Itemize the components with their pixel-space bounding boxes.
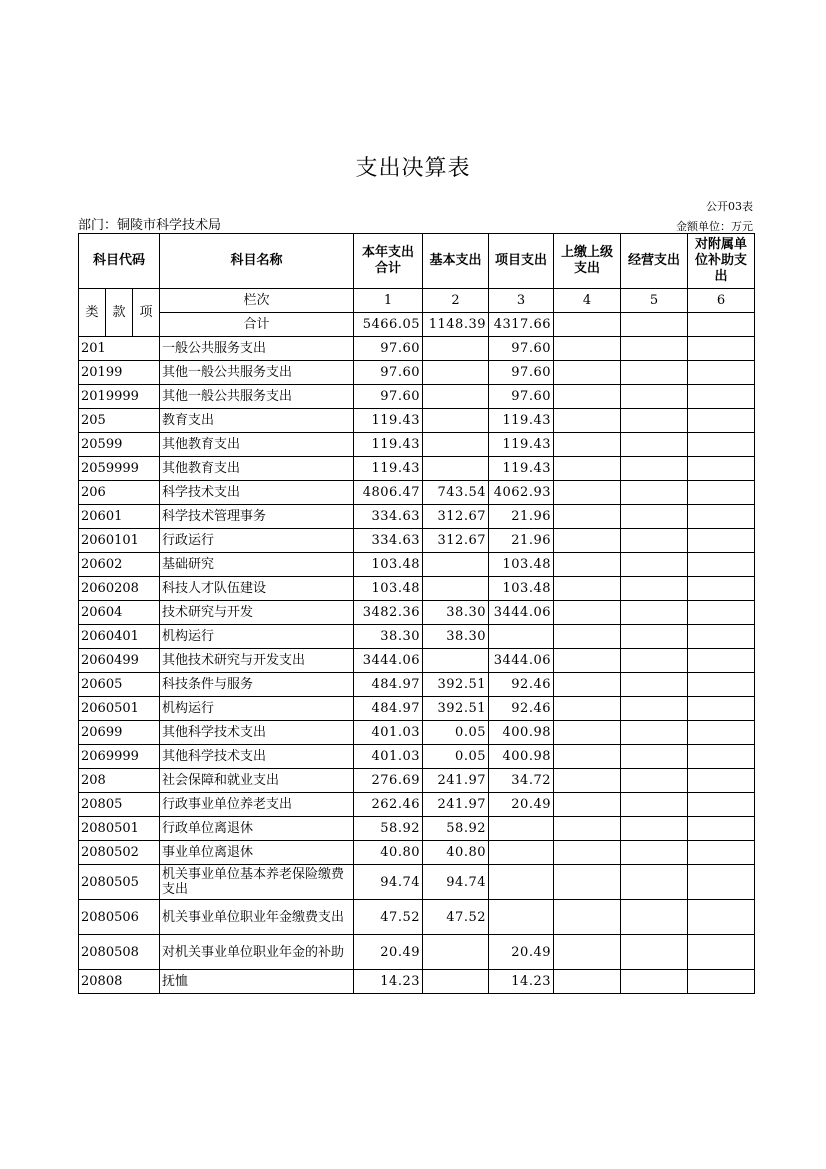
table-row [79, 337, 755, 361]
row-c2 [423, 649, 489, 673]
total-c2: 1148.39 [423, 313, 489, 337]
row-c4 [554, 865, 621, 900]
row-c3: 14.23 [489, 970, 554, 994]
row-code: 2080506 [79, 900, 160, 935]
row-c3: 97.60 [489, 361, 554, 385]
row-code: 20604 [79, 601, 160, 625]
row-name: 其他教育支出 [160, 433, 354, 457]
expenditure-table [78, 233, 755, 994]
row-c1: 103.48 [354, 553, 423, 577]
row-c2: 38.30 [423, 601, 489, 625]
header-col1: 本年支出合计 [354, 234, 423, 289]
row-c4 [554, 649, 621, 673]
row-c2 [423, 457, 489, 481]
row-c1: 103.48 [354, 577, 423, 601]
row-c6 [688, 409, 755, 433]
row-code: 20199 [79, 361, 160, 385]
row-c3: 119.43 [489, 457, 554, 481]
row-name: 科学技术支出 [160, 481, 354, 505]
row-c5 [621, 385, 688, 409]
row-c2: 743.54 [423, 481, 489, 505]
row-c6 [688, 841, 755, 865]
kuan-label: 款 [106, 289, 133, 337]
row-c5 [621, 673, 688, 697]
row-name: 科技人才队伍建设 [160, 577, 354, 601]
row-c4 [554, 900, 621, 935]
row-c1: 484.97 [354, 673, 423, 697]
row-name: 机构运行 [160, 625, 354, 649]
row-c4 [554, 745, 621, 769]
row-c4 [554, 361, 621, 385]
header-col5: 经营支出 [621, 234, 688, 289]
row-c1: 276.69 [354, 769, 423, 793]
table-row [79, 409, 755, 433]
row-name: 其他科学技术支出 [160, 721, 354, 745]
row-c4 [554, 970, 621, 994]
lanci-2: 2 [423, 289, 489, 313]
row-c2: 241.97 [423, 769, 489, 793]
row-c3: 119.43 [489, 433, 554, 457]
row-c4 [554, 337, 621, 361]
table-row [79, 481, 755, 505]
row-code: 2080501 [79, 817, 160, 841]
row-c4 [554, 457, 621, 481]
page-title: 支出决算表 [355, 156, 471, 181]
row-c2: 94.74 [423, 865, 489, 900]
row-c5 [621, 529, 688, 553]
table-row [79, 900, 755, 935]
row-c5 [621, 577, 688, 601]
row-name: 一般公共服务支出 [160, 337, 354, 361]
row-c4 [554, 935, 621, 970]
row-name: 行政运行 [160, 529, 354, 553]
row-code: 20601 [79, 505, 160, 529]
row-code: 20699 [79, 721, 160, 745]
row-c4 [554, 769, 621, 793]
row-name: 教育支出 [160, 409, 354, 433]
row-c1: 334.63 [354, 505, 423, 529]
row-c6 [688, 385, 755, 409]
row-c6 [688, 769, 755, 793]
row-name: 行政事业单位养老支出 [160, 793, 354, 817]
row-code: 2060401 [79, 625, 160, 649]
lanci-label: 栏次 [160, 289, 354, 313]
header-col3: 项目支出 [489, 234, 554, 289]
row-c3 [489, 841, 554, 865]
row-c6 [688, 697, 755, 721]
row-c5 [621, 457, 688, 481]
row-c3: 3444.06 [489, 601, 554, 625]
row-c6 [688, 433, 755, 457]
table-row [79, 935, 755, 970]
row-c6 [688, 673, 755, 697]
row-c5 [621, 697, 688, 721]
form-id: 公开03表 [706, 200, 753, 213]
table-row [79, 361, 755, 385]
row-c5 [621, 935, 688, 970]
table-row [79, 793, 755, 817]
lanci-6: 6 [688, 289, 755, 313]
row-c6 [688, 625, 755, 649]
row-c5 [621, 481, 688, 505]
row-c5 [621, 865, 688, 900]
table-row [79, 745, 755, 769]
unit-label: 金额单位：万元 [676, 220, 753, 233]
lanci-row [79, 289, 755, 313]
row-c3 [489, 625, 554, 649]
row-c1: 334.63 [354, 529, 423, 553]
table-row [79, 601, 755, 625]
row-code: 206 [79, 481, 160, 505]
table-row [79, 697, 755, 721]
row-name: 技术研究与开发 [160, 601, 354, 625]
row-c3: 34.72 [489, 769, 554, 793]
row-c3: 92.46 [489, 697, 554, 721]
row-c2: 47.52 [423, 900, 489, 935]
row-code: 20605 [79, 673, 160, 697]
row-c2: 392.51 [423, 697, 489, 721]
row-code: 20602 [79, 553, 160, 577]
row-code: 2019999 [79, 385, 160, 409]
table-row [79, 457, 755, 481]
row-c1: 58.92 [354, 817, 423, 841]
total-row [79, 313, 755, 337]
row-c3: 103.48 [489, 577, 554, 601]
lanci-1: 1 [354, 289, 423, 313]
row-c5 [621, 361, 688, 385]
row-c1: 262.46 [354, 793, 423, 817]
row-c3: 4062.93 [489, 481, 554, 505]
row-c6 [688, 457, 755, 481]
table-row [79, 649, 755, 673]
row-name: 科技条件与服务 [160, 673, 354, 697]
row-name: 机关事业单位基本养老保险缴费支出 [160, 865, 354, 900]
row-c3: 400.98 [489, 721, 554, 745]
row-c1: 38.30 [354, 625, 423, 649]
row-c5 [621, 817, 688, 841]
row-c6 [688, 865, 755, 900]
table-row [79, 553, 755, 577]
row-c5 [621, 900, 688, 935]
row-c5 [621, 433, 688, 457]
row-c1: 97.60 [354, 361, 423, 385]
row-c5 [621, 649, 688, 673]
row-code: 208 [79, 769, 160, 793]
row-c5 [621, 721, 688, 745]
row-c2: 40.80 [423, 841, 489, 865]
table-row [79, 577, 755, 601]
row-c4 [554, 817, 621, 841]
row-c1: 94.74 [354, 865, 423, 900]
row-c2: 0.05 [423, 745, 489, 769]
row-c1: 3444.06 [354, 649, 423, 673]
row-c2 [423, 337, 489, 361]
row-c2: 38.30 [423, 625, 489, 649]
row-c6 [688, 900, 755, 935]
row-c4 [554, 793, 621, 817]
department-label: 部门：铜陵市科学技术局 [78, 218, 222, 233]
row-c6 [688, 529, 755, 553]
row-c4 [554, 529, 621, 553]
row-c4 [554, 433, 621, 457]
row-c2: 241.97 [423, 793, 489, 817]
row-c3: 97.60 [489, 337, 554, 361]
row-c5 [621, 745, 688, 769]
row-code: 2060499 [79, 649, 160, 673]
row-c1: 14.23 [354, 970, 423, 994]
row-c2: 0.05 [423, 721, 489, 745]
row-c2 [423, 385, 489, 409]
header-col6: 对附属单位补助支出 [688, 234, 755, 289]
row-c6 [688, 577, 755, 601]
row-c4 [554, 841, 621, 865]
table-row [79, 841, 755, 865]
table-row [79, 625, 755, 649]
row-c5 [621, 337, 688, 361]
lanci-4: 4 [554, 289, 621, 313]
row-c2: 58.92 [423, 817, 489, 841]
row-c1: 401.03 [354, 721, 423, 745]
row-c4 [554, 409, 621, 433]
xiang-label: 项 [133, 289, 160, 337]
row-c1: 4806.47 [354, 481, 423, 505]
table-row [79, 970, 755, 994]
row-c3 [489, 865, 554, 900]
row-c1: 119.43 [354, 457, 423, 481]
table-row [79, 433, 755, 457]
row-c6 [688, 721, 755, 745]
row-c3: 400.98 [489, 745, 554, 769]
row-c1: 20.49 [354, 935, 423, 970]
row-c6 [688, 793, 755, 817]
row-c6 [688, 935, 755, 970]
row-c3: 103.48 [489, 553, 554, 577]
row-c3: 92.46 [489, 673, 554, 697]
row-c6 [688, 337, 755, 361]
row-c3: 97.60 [489, 385, 554, 409]
table-row [79, 505, 755, 529]
row-code: 2080508 [79, 935, 160, 970]
table-row [79, 385, 755, 409]
row-c6 [688, 553, 755, 577]
row-c4 [554, 505, 621, 529]
row-c2: 312.67 [423, 505, 489, 529]
row-code: 20805 [79, 793, 160, 817]
row-c5 [621, 505, 688, 529]
header-code: 科目代码 [79, 234, 160, 289]
row-c1: 119.43 [354, 409, 423, 433]
row-c4 [554, 697, 621, 721]
row-name: 机关事业单位职业年金缴费支出 [160, 900, 354, 935]
header-col4: 上缴上级支出 [554, 234, 621, 289]
row-c1: 3482.36 [354, 601, 423, 625]
table-row [79, 529, 755, 553]
row-c2 [423, 577, 489, 601]
row-c6 [688, 601, 755, 625]
row-c4 [554, 601, 621, 625]
row-code: 205 [79, 409, 160, 433]
row-name: 其他科学技术支出 [160, 745, 354, 769]
row-c2 [423, 361, 489, 385]
row-c6 [688, 481, 755, 505]
row-c6 [688, 745, 755, 769]
row-c3: 21.96 [489, 529, 554, 553]
row-c1: 401.03 [354, 745, 423, 769]
total-label: 合计 [160, 313, 354, 337]
row-name: 社会保障和就业支出 [160, 769, 354, 793]
row-c2: 392.51 [423, 673, 489, 697]
row-c4 [554, 385, 621, 409]
row-name: 其他教育支出 [160, 457, 354, 481]
row-code: 20808 [79, 970, 160, 994]
row-c5 [621, 769, 688, 793]
row-name: 基础研究 [160, 553, 354, 577]
total-c5 [621, 313, 688, 337]
row-code: 2059999 [79, 457, 160, 481]
total-c3: 4317.66 [489, 313, 554, 337]
row-c5 [621, 793, 688, 817]
table-row [79, 673, 755, 697]
row-c2: 312.67 [423, 529, 489, 553]
row-c6 [688, 970, 755, 994]
row-c5 [621, 601, 688, 625]
row-c3: 20.49 [489, 793, 554, 817]
row-name: 事业单位离退休 [160, 841, 354, 865]
row-c2 [423, 433, 489, 457]
row-code: 2080505 [79, 865, 160, 900]
row-c3 [489, 900, 554, 935]
row-c3: 20.49 [489, 935, 554, 970]
header-col2: 基本支出 [423, 234, 489, 289]
row-c4 [554, 553, 621, 577]
row-code: 2060101 [79, 529, 160, 553]
row-c3: 119.43 [489, 409, 554, 433]
row-name: 对机关事业单位职业年金的补助 [160, 935, 354, 970]
row-c5 [621, 553, 688, 577]
row-code: 201 [79, 337, 160, 361]
row-c1: 97.60 [354, 385, 423, 409]
row-c1: 47.52 [354, 900, 423, 935]
row-name: 其他一般公共服务支出 [160, 385, 354, 409]
row-c5 [621, 841, 688, 865]
row-name: 其他一般公共服务支出 [160, 361, 354, 385]
table-row [79, 721, 755, 745]
header-name: 科目名称 [160, 234, 354, 289]
row-c4 [554, 625, 621, 649]
row-name: 科学技术管理事务 [160, 505, 354, 529]
row-c5 [621, 970, 688, 994]
table-row [79, 769, 755, 793]
row-name: 机构运行 [160, 697, 354, 721]
row-c3: 21.96 [489, 505, 554, 529]
row-c6 [688, 505, 755, 529]
row-c2 [423, 970, 489, 994]
row-c4 [554, 721, 621, 745]
row-c6 [688, 361, 755, 385]
row-c2 [423, 409, 489, 433]
lanci-5: 5 [621, 289, 688, 313]
lei-label: 类 [79, 289, 106, 337]
row-c4 [554, 673, 621, 697]
row-code: 2080502 [79, 841, 160, 865]
row-c4 [554, 481, 621, 505]
row-c6 [688, 817, 755, 841]
row-code: 2060208 [79, 577, 160, 601]
row-code: 2060501 [79, 697, 160, 721]
total-c4 [554, 313, 621, 337]
table-row [79, 817, 755, 841]
total-c6 [688, 313, 755, 337]
row-c5 [621, 409, 688, 433]
row-code: 20599 [79, 433, 160, 457]
row-c1: 97.60 [354, 337, 423, 361]
row-name: 其他技术研究与开发支出 [160, 649, 354, 673]
row-code: 2069999 [79, 745, 160, 769]
row-name: 行政单位离退休 [160, 817, 354, 841]
row-c3 [489, 817, 554, 841]
row-c4 [554, 577, 621, 601]
lanci-3: 3 [489, 289, 554, 313]
row-c1: 484.97 [354, 697, 423, 721]
table-row [79, 865, 755, 900]
row-c1: 119.43 [354, 433, 423, 457]
row-c5 [621, 625, 688, 649]
row-c3: 3444.06 [489, 649, 554, 673]
row-c2 [423, 553, 489, 577]
row-c6 [688, 649, 755, 673]
row-c1: 40.80 [354, 841, 423, 865]
row-c2 [423, 935, 489, 970]
row-name: 抚恤 [160, 970, 354, 994]
total-c1: 5466.05 [354, 313, 423, 337]
